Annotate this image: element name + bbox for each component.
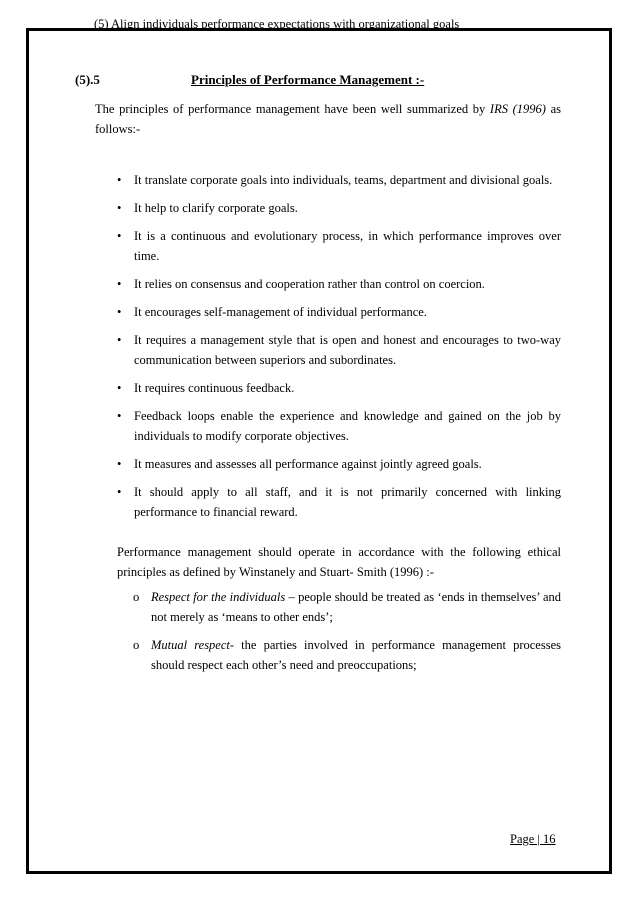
principle-text: It translate corporate goals into individuals, teams, department and divisional goals. <box>134 173 553 187</box>
principle-item <box>117 406 561 446</box>
principle-item <box>117 226 561 266</box>
section-title: Principles of Performance Management :- <box>191 72 425 87</box>
intro-text-after: as follows:- <box>95 102 561 136</box>
principle-item <box>117 482 561 522</box>
principle-item <box>117 302 561 322</box>
principle-text: It requires continuous feedback. <box>134 381 295 395</box>
section-number: (5).5 <box>75 72 100 87</box>
intro-text-before: The principles of performance management have been well summarized by <box>95 102 490 116</box>
bullet-icon: • <box>117 173 122 187</box>
bullet-icon: • <box>117 201 122 215</box>
previous-page-fragment: (5) Align individuals performance expectations with organizational goals <box>94 17 460 31</box>
principle-item <box>117 330 561 370</box>
circle-bullet-icon: o <box>133 590 140 604</box>
intro-paragraph <box>95 99 561 139</box>
principle-item <box>117 378 561 398</box>
ethical-principle-item <box>133 635 561 675</box>
ethical-principles-intro: Performance management should operate in accordance with the following ethical principles as defined by Winstanely and Stuart- Smith (1996) :- <box>117 545 561 579</box>
principle-item <box>117 274 561 294</box>
ethical-principle-text: the parties involved in performance management processes should respect each other’s need and preoccupations; <box>151 638 561 672</box>
principle-item <box>117 170 561 190</box>
page-number: Page | 16 <box>510 832 556 846</box>
principle-text: Feedback loops enable the experience and knowledge and gained on the job by individuals to modify corporate objectives. <box>134 409 561 443</box>
principle-text: It should apply to all staff, and it is not primarily concerned with linking performance to financial reward. <box>134 485 561 519</box>
principle-item <box>117 454 561 474</box>
principle-text: It relies on consensus and cooperation rather than control on coercion. <box>134 277 485 291</box>
intro-source: IRS (1996) <box>489 102 546 116</box>
bullet-icon: • <box>117 229 122 243</box>
bullet-icon: • <box>117 333 122 347</box>
ethical-principle-term: Mutual respect- <box>151 638 235 652</box>
circle-bullet-icon: o <box>133 638 140 652</box>
bullet-icon: • <box>117 305 122 319</box>
bullet-icon: • <box>117 485 122 499</box>
ethical-principle-item <box>133 587 561 627</box>
principle-text: It requires a management style that is open and honest and encourages to two-way communication between superiors and subordinates. <box>134 333 561 367</box>
bullet-icon: • <box>117 409 122 423</box>
principle-text: It help to clarify corporate goals. <box>134 201 298 215</box>
ethical-principles-list <box>133 587 561 683</box>
bullet-icon: • <box>117 277 122 291</box>
ethical-principle-text: – people should be treated as ‘ends in themselves’ and not merely as ‘means to other ends’; <box>151 590 561 624</box>
principles-list <box>117 170 561 530</box>
principle-text: It measures and assesses all performance against jointly agreed goals. <box>134 457 482 471</box>
bullet-icon: • <box>117 381 122 395</box>
bullet-icon: • <box>117 457 122 471</box>
principle-text: It encourages self-management of individual performance. <box>134 305 427 319</box>
principle-text: It is a continuous and evolutionary process, in which performance improves over time. <box>134 229 561 263</box>
ethical-principle-term: Respect for the individuals <box>151 590 286 604</box>
principle-item <box>117 198 561 218</box>
